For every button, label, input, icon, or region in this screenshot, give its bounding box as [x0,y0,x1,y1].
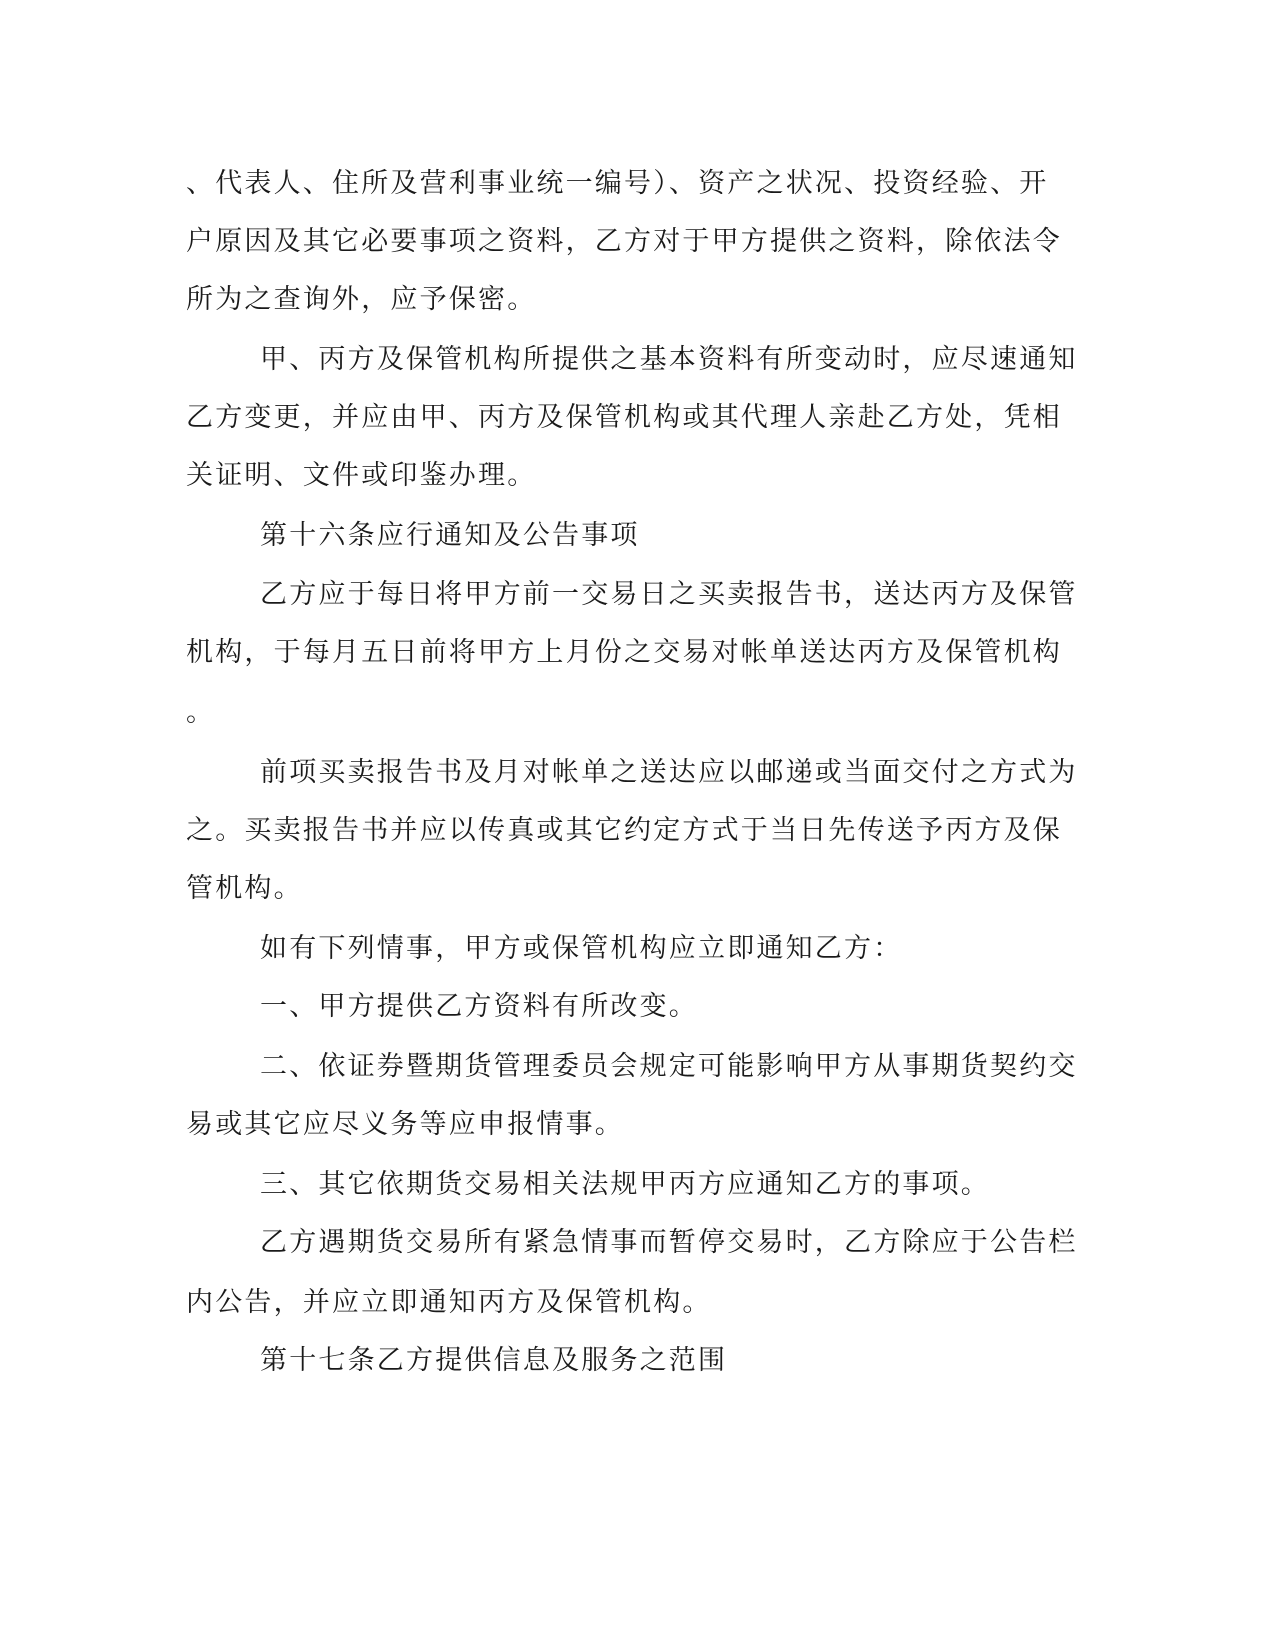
text-line: 易或其它应尽义务等应申报情事。 [186,1109,624,1140]
paragraph-start: 前项买卖报告书及月对帐单之送达应以邮递或当面交付之方式为 [260,757,1078,788]
text-line: 、代表人、住所及营利事业统一编号）、资产之状况、投资经验、开 [186,168,1049,199]
text-line: 机构，于每月五日前将甲方上月份之交易对帐单送达丙方及保管机构 [186,637,1062,668]
text-line: 之。买卖报告书并应以传真或其它约定方式于当日先传送予丙方及保 [186,815,1062,846]
list-item: 一、甲方提供乙方资料有所改变。 [260,991,698,1022]
list-item: 三、其它依期货交易相关法规甲丙方应通知乙方的事项。 [260,1169,990,1200]
text-line: 管机构。 [186,873,303,904]
text-line: 内公告，并应立即通知丙方及保管机构。 [186,1287,712,1318]
text-line: 关证明、文件或印鉴办理。 [186,460,537,491]
text-line: 所为之查询外，应予保密。 [186,284,537,315]
list-item: 二、依证券暨期货管理委员会规定可能影响甲方从事期货契约交 [260,1051,1078,1082]
text-line: 乙方变更，并应由甲、丙方及保管机构或其代理人亲赴乙方处，凭相 [186,402,1062,433]
paragraph-start: 乙方遇期货交易所有紧急情事而暂停交易时，乙方除应于公告栏 [260,1227,1078,1258]
text-line: 。 [186,697,216,728]
paragraph-start: 乙方应于每日将甲方前一交易日之买卖报告书，送达丙方及保管 [260,579,1078,610]
paragraph-start: 如有下列情事，甲方或保管机构应立即通知乙方： [260,933,903,964]
article-heading-16: 第十六条应行通知及公告事项 [260,520,640,551]
text-line: 户原因及其它必要事项之资料，乙方对于甲方提供之资料，除依法令 [186,226,1062,257]
paragraph-start: 甲、丙方及保管机构所提供之基本资料有所变动时，应尽速通知 [260,344,1078,375]
article-heading-17: 第十七条乙方提供信息及服务之范围 [260,1345,728,1376]
